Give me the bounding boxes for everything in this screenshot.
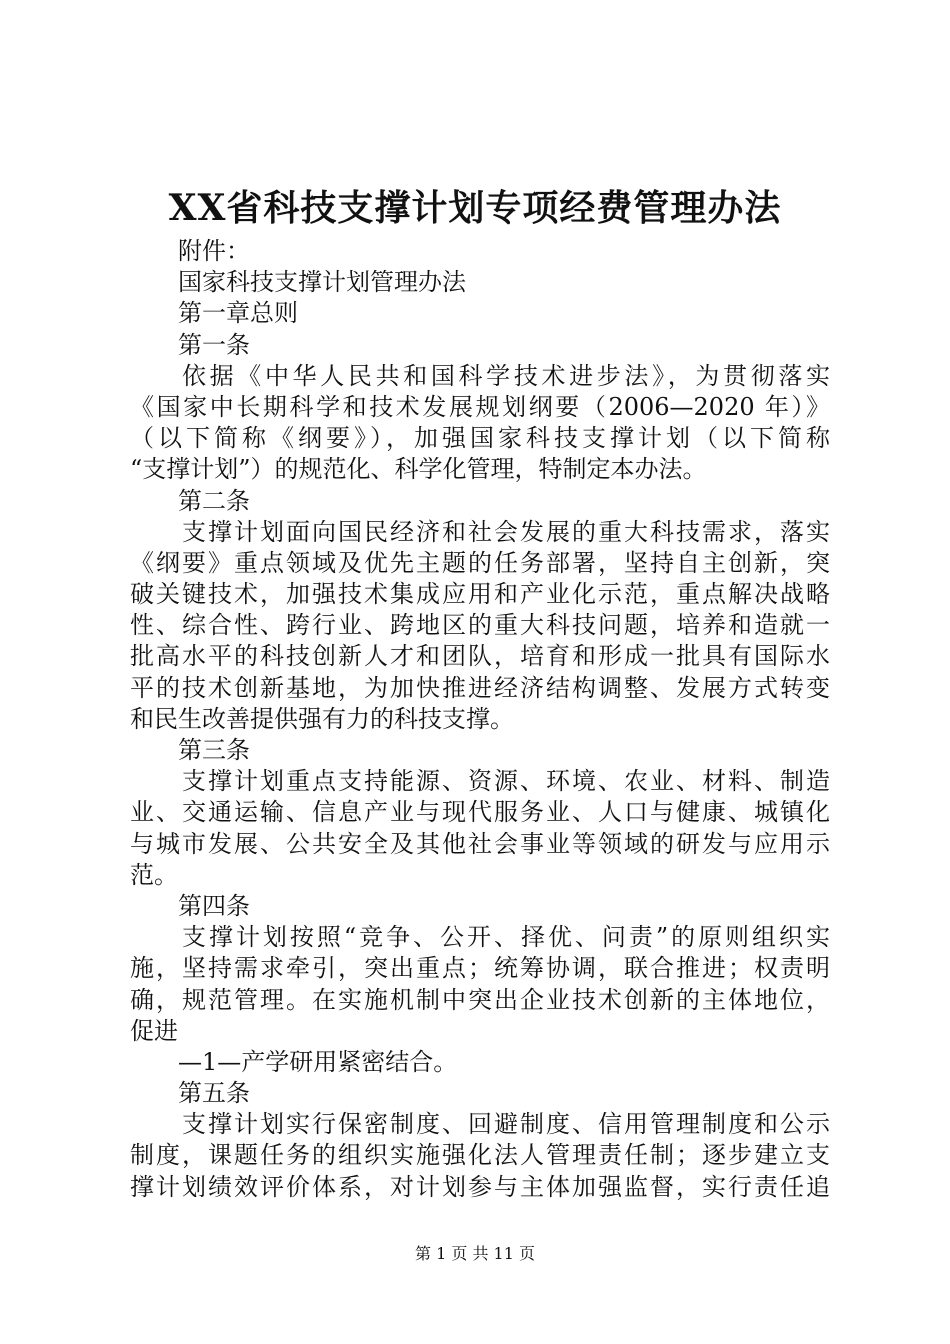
paragraph-line: 性、综合性、跨行业、跨地区的重大科技问题，培养和造就一 bbox=[130, 611, 830, 640]
paragraph-line: —1—产学研用紧密结合。 bbox=[178, 1047, 458, 1076]
article-heading: 第三条 bbox=[178, 736, 250, 764]
paragraph-line: 和民生改善提供强有力的科技支撑。 bbox=[130, 704, 514, 733]
paragraph-line: （以下简称《纲要》），加强国家科技支撑计划（以下简称 bbox=[130, 424, 830, 453]
paragraph-line: 制度，课题任务的组织实施强化法人管理责任制；逐步建立支 bbox=[130, 1141, 830, 1170]
paragraph-line: 破关键技术，加强技术集成应用和产业化示范，重点解决战略 bbox=[130, 580, 830, 609]
paragraph-line: 确，规范管理。在实施机制中突出企业技术创新的主体地位， bbox=[130, 985, 830, 1014]
paragraph-line: 业、交通运输、信息产业与现代服务业、人口与健康、城镇化 bbox=[130, 798, 830, 827]
paragraph-line: 支撑计划面向国民经济和社会发展的重大科技需求，落实 bbox=[182, 517, 830, 546]
paragraph-line: 《纲要》重点领域及优先主题的任务部署，坚持自主创新，突 bbox=[130, 548, 830, 577]
attachment-label: 附件： bbox=[178, 237, 250, 265]
paragraph-line: 平的技术创新基地，为加快推进经济结构调整、发展方式转变 bbox=[130, 673, 830, 702]
article-heading: 第二条 bbox=[178, 486, 250, 515]
paragraph-line: 支撑计划重点支持能源、资源、环境、农业、材料、制造 bbox=[182, 767, 830, 796]
document-subtitle: 国家科技支撑计划管理办法 bbox=[178, 268, 466, 297]
paragraph-line: 范。 bbox=[130, 860, 178, 889]
paragraph-line: “支撑计划”）的规范化、科学化管理，特制定本办法。 bbox=[130, 455, 707, 484]
paragraph-line: 支撑计划按照“竞争、公开、择优、问责”的原则组织实 bbox=[182, 923, 830, 952]
article-heading: 第四条 bbox=[178, 891, 250, 920]
paragraph-line: 与城市发展、公共安全及其他社会事业等领域的研发与应用示 bbox=[130, 829, 830, 858]
paragraph-line: 《国家中长期科学和技术发展规划纲要（2006—2020 年）》 bbox=[130, 392, 830, 421]
paragraph-line: 批高水平的科技创新人才和团队，培育和形成一批具有国际水 bbox=[130, 642, 830, 671]
chapter-heading: 第一章总则 bbox=[178, 299, 298, 328]
paragraph-line: 促进 bbox=[130, 1016, 178, 1045]
article-heading: 第一条 bbox=[178, 330, 250, 359]
paragraph-line: 依据《中华人民共和国科学技术进步法》，为贯彻落实 bbox=[182, 361, 830, 390]
document-title: XX省科技支撑计划专项经费管理办法 bbox=[168, 187, 782, 229]
paragraph-line: 撑计划绩效评价体系，对计划参与主体加强监督，实行责任追 bbox=[130, 1172, 830, 1201]
article-heading: 第五条 bbox=[178, 1079, 250, 1108]
paragraph-line: 支撑计划实行保密制度、回避制度、信用管理制度和公示 bbox=[182, 1110, 830, 1139]
paragraph-line: 施，坚持需求牵引，突出重点；统筹协调，联合推进；权责明 bbox=[130, 954, 830, 983]
document-body bbox=[130, 236, 830, 1203]
page-footer: 第 1 页 共 11 页 bbox=[415, 1244, 535, 1263]
